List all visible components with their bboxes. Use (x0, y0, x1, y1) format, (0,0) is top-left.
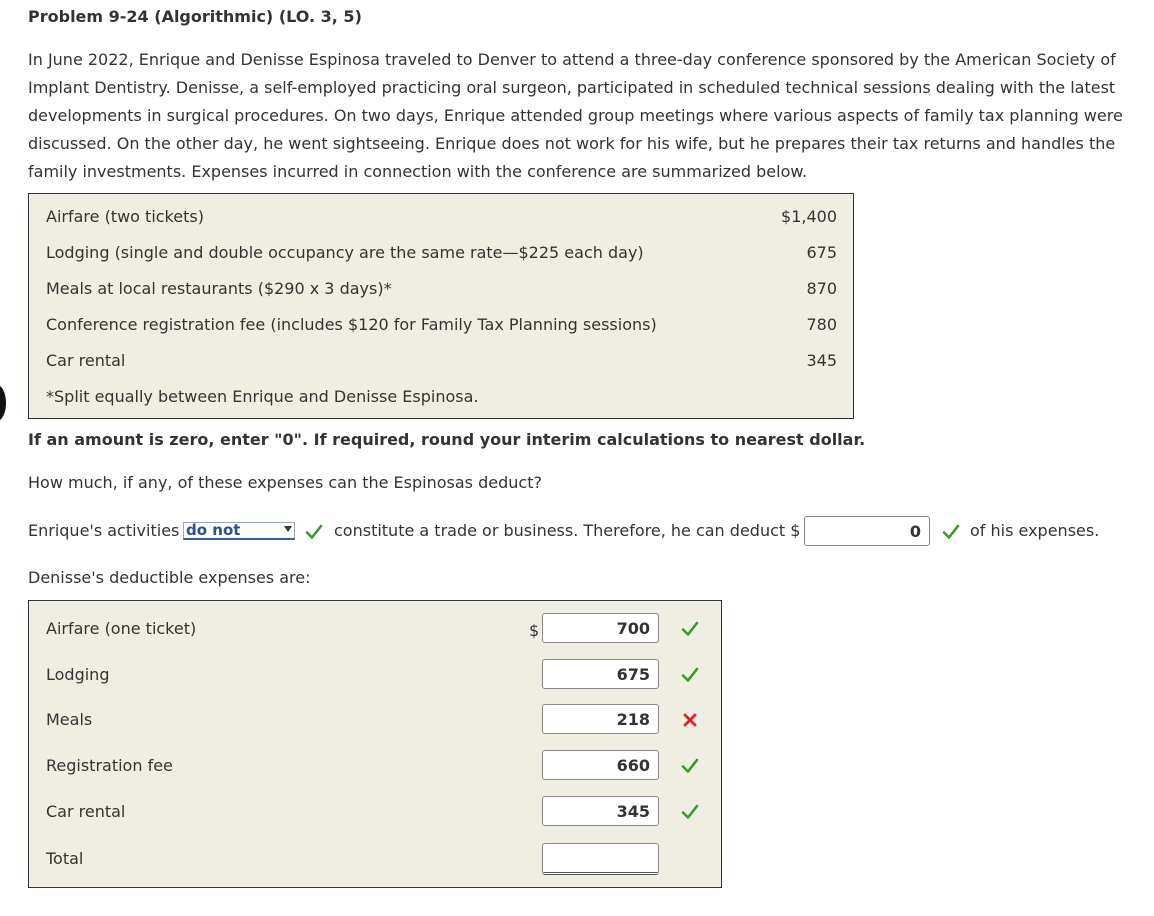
expense-label: Car rental (46, 351, 126, 370)
expense-summary-table (28, 193, 854, 419)
denisse-deductions-table (28, 600, 722, 888)
registration-fee-input[interactable] (542, 750, 659, 780)
intro-line: In June 2022, Enrique and Denisse Espinosa traveled to Denver to attend a three-day conference sponsored by the American Society of (28, 50, 1116, 69)
enrique-prefix: Enrique's activities (28, 521, 180, 540)
check-icon (305, 523, 323, 545)
enrique-sentence (28, 516, 1138, 546)
expense-row (46, 315, 837, 339)
total-input[interactable] (542, 843, 659, 875)
chevron-down-icon (284, 526, 292, 532)
expense-amount: $1,400 (781, 207, 837, 226)
intro-line: family investments. Expenses incurred in connection with the conference are summarized below. (28, 162, 808, 181)
question-text: How much, if any, of these expenses can the Espinosas deduct? (28, 473, 542, 492)
expense-label: Meals at local restaurants ($290 x 3 days)* (46, 279, 392, 298)
check-icon (681, 620, 699, 642)
deduction-label: Meals (46, 710, 93, 729)
page-edge-decoration (0, 385, 6, 421)
deduction-label: Airfare (one ticket) (46, 619, 197, 638)
expense-footnote: *Split equally between Enrique and Denisse Espinosa. (46, 387, 479, 406)
lodging-input[interactable] (542, 659, 659, 689)
intro-line: developments in surgical procedures. On two days, Enrique attended group meetings where various aspects of family tax planning were (28, 106, 1123, 125)
expense-amount: 345 (806, 351, 837, 370)
cross-icon (681, 711, 699, 733)
problem-title: Problem 9-24 (Algorithmic) (LO. 3, 5) (28, 7, 362, 26)
trade-business-dropdown[interactable] (183, 522, 295, 540)
car-rental-input[interactable] (542, 796, 659, 826)
deduction-label: Registration fee (46, 756, 173, 775)
enrique-deduction-input[interactable] (804, 516, 930, 546)
expense-amount: 675 (806, 243, 837, 262)
intro-line: Implant Dentistry. Denisse, a self-employed practicing oral surgeon, participated in scheduled technical sessions dealing with the latest (28, 78, 1116, 97)
check-icon (681, 666, 699, 688)
deduction-row (29, 704, 721, 736)
problem-intro (28, 46, 1133, 186)
expense-amount: 870 (806, 279, 837, 298)
expense-amount: 780 (806, 315, 837, 334)
expense-label: Lodging (single and double occupancy are the same rate—$225 each day) (46, 243, 644, 262)
expense-row (46, 243, 837, 267)
check-icon (681, 803, 699, 825)
expense-row (46, 207, 837, 231)
deduction-label: Lodging (46, 665, 110, 684)
deduction-row (29, 796, 721, 828)
airfare-input[interactable] (542, 613, 659, 643)
expense-label: Conference registration fee (includes $120 for Family Tax Planning sessions) (46, 315, 657, 334)
expense-label: Airfare (two tickets) (46, 207, 204, 226)
check-icon (942, 523, 960, 545)
expense-row (46, 351, 837, 375)
deduction-row (29, 750, 721, 782)
deduction-row (29, 613, 721, 645)
total-row (29, 843, 721, 875)
deduction-row (29, 659, 721, 691)
check-icon (681, 757, 699, 779)
meals-input[interactable] (542, 704, 659, 734)
expense-footnote-row (46, 387, 837, 411)
expense-row (46, 279, 837, 303)
denisse-deductions-label: Denisse's deductible expenses are: (28, 568, 311, 587)
enrique-middle-text: constitute a trade or business. Therefore, he can deduct $ (334, 521, 801, 540)
intro-line: discussed. On the other day, he went sightseeing. Enrique does not work for his wife, but he prepares their tax returns and handles the (28, 134, 1116, 153)
enrique-suffix: of his expenses. (970, 521, 1100, 540)
total-label: Total (46, 849, 84, 868)
instructions: If an amount is zero, enter "0". If required, round your interim calculations to nearest dollar. (28, 430, 866, 449)
deduction-label: Car rental (46, 802, 126, 821)
currency-symbol: $ (529, 621, 540, 640)
dropdown-value: do not (186, 521, 241, 539)
